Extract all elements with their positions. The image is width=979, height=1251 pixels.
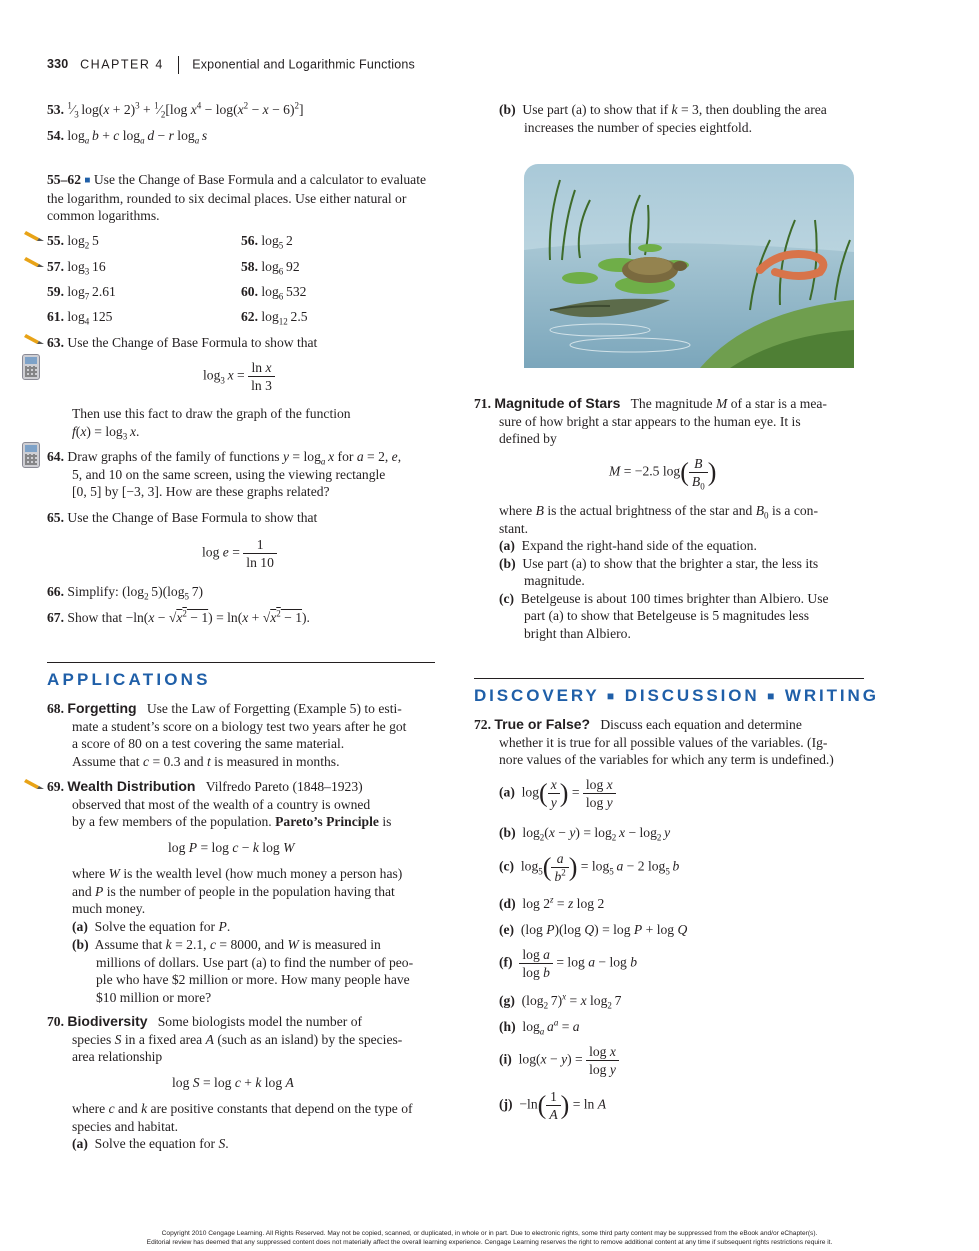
exercise-72-c: (c) $\log_5$( $\frac{a}{b^2}$ ) = $\log_5 a - 2$ $\log_5 b$	[499, 851, 680, 884]
pond-illustration	[520, 160, 858, 372]
exercise-66: 66. Simplify: ($\log_2$ $5)(\log_5$ 7)	[47, 584, 204, 602]
chapter-title: Exponential and Logarithmic Functions	[192, 57, 415, 72]
exercise-60: 60. $\log_6 532$	[241, 284, 307, 302]
exercise-72-d: (d) $\log 2^z = z$ log 2	[499, 894, 605, 911]
exercise-56: 56. $\log_5 2$	[241, 233, 293, 251]
exercise-63: 63. Use the Change of Base Formula to show that	[47, 335, 318, 350]
exercise-58: 58. $\log_6 92$	[241, 259, 300, 277]
pencil-icon	[24, 229, 46, 243]
exercise-72-i: (i) log(x − y) = $\frac{\text{log x}}{\text{log y}}$	[499, 1043, 619, 1078]
exercise-72-e: (e) (log P)(log Q) = log P + log Q	[499, 922, 688, 937]
discovery-heading: DISCOVERY ■ DISCUSSION ■ WRITING	[474, 686, 879, 705]
calculator-icon	[22, 442, 40, 468]
exercise-57: 57. $\log_3 16$	[47, 259, 106, 277]
applications-heading: APPLICATIONS	[47, 670, 211, 689]
equation-species-area: log S = log c + k log A	[172, 1075, 294, 1090]
copyright-footer: Copyright 2010 Cengage Learning. All Rights Reserved. May not be copied, scanned, or duplicated, in whole or in part. Due to electronic rights, some third party content may be suppressed from the eBook and/or eChapter(s). Editorial review has deemed that any suppressed content does not materially affect the overall learning experience. Cengage Learning reserves the right to remove additional content at any time if subsequent rights restrictions require it.	[146, 1230, 833, 1246]
header-divider	[178, 56, 179, 74]
chapter-label: CHAPTER 4	[80, 57, 164, 72]
equation-65: log e = $\frac{1}{\ln 10}$	[202, 536, 277, 571]
exercise-71: 71. Magnitude of Stars The magnitude M of a star is a mea- sure of how bright a star appears to the human eye. It is defined by	[474, 395, 827, 446]
exercise-64: 64. Draw graphs of the family of functions $y = \log_a x$ for a = 2, e, 5, and 10 on the same screen, using the viewing rectangle [0, 5] by [−3, 3]. How are these graphs related?	[47, 449, 402, 499]
pencil-icon	[24, 255, 46, 269]
exercise-71-b: (b) Use part (a) to show that the brighter a star, the less its magnitude.	[499, 555, 819, 588]
exercise-68: 68. Forgetting Use the Law of Forgetting (Example 5) to esti- mate a student’s score on a biology test two years after he got a score of 80 on a test covering the same material. Assume that c = 0.3 and t is measured in months.	[47, 700, 407, 769]
exercise-72-b: (b) $\log_2(x - y) = \log_2 x - \log_2 y$	[499, 825, 671, 843]
exercise-70-b: (b) Use part (a) to show that if k = 3, then doubling the area increases the number of species eightfold.	[499, 102, 827, 135]
exercise-70-where: where c and k are positive constants that depend on the type of species and habitat.	[72, 1101, 413, 1134]
section-rule	[47, 662, 435, 663]
exercise-69: 69. Wealth Distribution Vilfredo Pareto (1848–1923) observed that most of the wealth of a country is owned by a few members of the population. Pareto’s Principle is	[47, 778, 392, 829]
exercise-72-g: (g) ($\log_2$ 7)$^x$ = x $\log_2 7$	[499, 991, 622, 1011]
equation-63: $\log_3 x$ = $\frac{\text{ln x}}{\ln 3}$	[203, 359, 275, 394]
section-rule	[474, 678, 864, 679]
page-number: 330	[47, 57, 69, 72]
exercise-62: 62. $\log_{12} 2.5$	[241, 309, 308, 327]
exercise-69-where: where W is the wealth level (how much money a person has) and P is the number of people in the population having that much money.	[72, 866, 403, 916]
exercise-65: 65. Use the Change of Base Formula to show that	[47, 510, 318, 525]
running-header	[47, 56, 415, 74]
equation-pareto: log P = log c − k log W	[168, 840, 295, 855]
exercise-72-a: (a) log( $\frac{x}{y}$ ) = $\frac{\text{log x}}{\text{log y}}$	[499, 776, 616, 811]
exercise-71-parts	[499, 537, 869, 642]
exercise-71-c: (c) Betelgeuse is about 100 times brighter than Albiero. Use part (a) to show that Betelgeuse is 5 magnitudes less bright than Albiero.	[499, 590, 829, 641]
pencil-icon	[24, 777, 46, 791]
exercise-54: 54. $\log_a b + c$ $\log_a d - r$ $\log_a s$	[47, 128, 208, 146]
calculator-icon	[22, 354, 40, 380]
exercise-59: 59. $\log_7 2.61$	[47, 284, 116, 302]
exercise-69-a: (a) Solve the equation for P.	[72, 919, 231, 934]
exercise-69-b: (b) Assume that k = 2.1, c = 8000, and W is measured in millions of dollars. Use part (a) to find the number of peo- ple who have $2 million or more. How many people have $10 million or more?	[72, 937, 414, 1005]
exercise-63-followup: Then use this fact to draw the graph of the function $f(x) = \log_3 x$.	[72, 406, 351, 442]
equation-magnitude: M = −2.5 log( $\frac{B}{B_0}$ )	[609, 456, 717, 492]
exercise-55: 55. $\log_2 5$	[47, 233, 99, 251]
exercise-72-j: (j) −ln( $\frac{1}{A}$ ) = ln A	[499, 1089, 607, 1122]
exercise-72: 72. True or False? Discuss each equation and determine whether it is true for all possible values of the variables. (Ig- nore values of the variables for which any term is undefined.)	[474, 716, 834, 767]
exercise-53: 53. $^1⁄_3$ $\log(x + 2)^3$ + $^1⁄_2[\log$ $x^4 - \log(x^2 - x - 6)^2$]	[47, 100, 304, 120]
exercise-70-a: (a) Solve the equation for S.	[72, 1136, 229, 1151]
exercise-70: 70. Biodiversity Some biologists model the number of species S in a fixed area A (such as an island) by the species- area relationship	[47, 1013, 403, 1064]
exercise-72-h: (h) $\log_a a^a = a$	[499, 1017, 580, 1037]
exercise-71-where: where B is the actual brightness of the star and $B_0$ is a con- stant.	[499, 503, 818, 536]
exercise-72-f: (f) $\frac{\text{log a}}{\text{log b}}$ = log a − log b	[499, 947, 638, 980]
exercise-group-55-62: 55–62 ■ Use the Change of Base Formula and a calculator to evaluate the logarithm, rounded to six decimal places. Use either natural or common logarithms.	[47, 172, 427, 223]
pencil-icon	[24, 332, 46, 346]
square-bullet-icon: ■	[84, 175, 91, 186]
exercise-71-a: (a) Expand the right-hand side of the equation.	[499, 538, 757, 553]
exercise-67: 67. Show that $-\ln(x - √x^2 - 1) = \ln(x + √x^2 - 1)$.	[47, 608, 310, 625]
exercise-61: 61. $\log_4 125$	[47, 309, 113, 327]
